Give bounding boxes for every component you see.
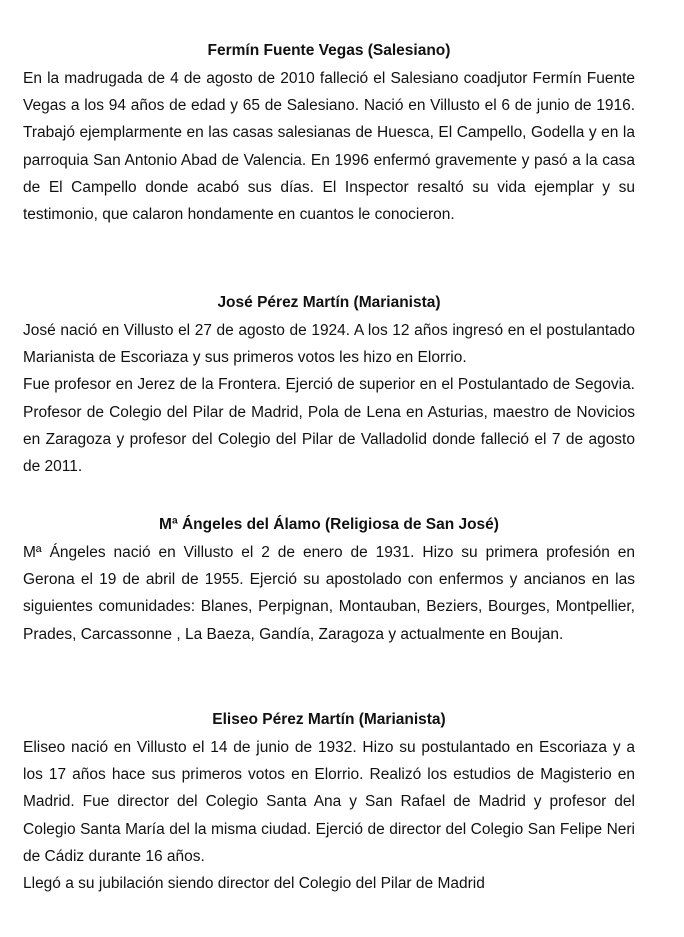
section-paragraph: Mª Ángeles nació en Villusto el 2 de enero de 1931. Hizo su primera profesión en Gerona el 19 de abril de 1955. Ejerció su apostolado con enfermos y ancianos en las siguientes comunidades: Blanes, Perpignan, Montauban, Beziers, Bourges, Montpellier, Prades, Carcassonne , La Baeza, Gandía, Zaragoza y actualmente en Boujan. bbox=[23, 544, 635, 643]
section-title: Mª Ángeles del Álamo (Religiosa de San José) bbox=[159, 516, 499, 533]
section-paragraph: Eliseo nació en Villusto el 14 de junio de 1932. Hizo su postulantado en Escoriaza y a los 17 años hace sus primeros votos en Elorrio. Realizó los estudios de Magisterio en Madrid. Fue director del Colegio Santa Ana y San Rafael de Madrid y profesor del Colegio Santa María del la misma ciudad. Ejerció de director del Colegio San Felipe Neri de Cádiz durante 16 años. bbox=[23, 739, 635, 865]
biography-ma-angeles-del-alamo bbox=[23, 515, 635, 648]
section-title: Fermín Fuente Vegas (Salesiano) bbox=[207, 42, 451, 59]
biography-eliseo-perez-martin bbox=[23, 710, 635, 897]
section-paragraph: En la madrugada de 4 de agosto de 2010 falleció el Salesiano coadjutor Fermín Fuente Vegas a los 94 años de edad y 65 de Salesiano. Nació en Villusto el 6 de junio de 1916. Trabajó ejemplarmente en las casas salesianas de Huesca, El Campello, Godella y en la parroquia San Antonio Abad de Valencia. En 1996 enfermó gravemente y pasó a la casa de El Campello donde acabó sus días. El Inspector resaltó su vida ejemplar y su testimonio, que calaron hondamente en cuantos le conocieron. bbox=[23, 70, 635, 224]
section-paragraph: José nació en Villusto el 27 de agosto de 1924. A los 12 años ingresó en el postulantado Marianista de Escoriaza y sus primeros votos les hizo en Elorrio. bbox=[23, 322, 635, 367]
section-title: José Pérez Martín (Marianista) bbox=[217, 294, 441, 311]
obituary-jose-perez-martin bbox=[23, 293, 635, 480]
obituary-fermin-fuente-vegas bbox=[23, 41, 635, 228]
section-paragraph: Fue profesor en Jerez de la Frontera. Ejerció de superior en el Postulantado de Segovia. Profesor de Colegio del Pilar de Madrid, Pola de Lena en Asturias, maestro de Novicios en Zaragoza y profesor del Colegio del Pilar de Valladolid donde falleció el 7 de agosto de 2011. bbox=[23, 376, 635, 476]
section-paragraph: Llegó a su jubilación siendo director del Colegio del Pilar de Madrid bbox=[23, 875, 485, 893]
section-title: Eliseo Pérez Martín (Marianista) bbox=[212, 711, 446, 728]
